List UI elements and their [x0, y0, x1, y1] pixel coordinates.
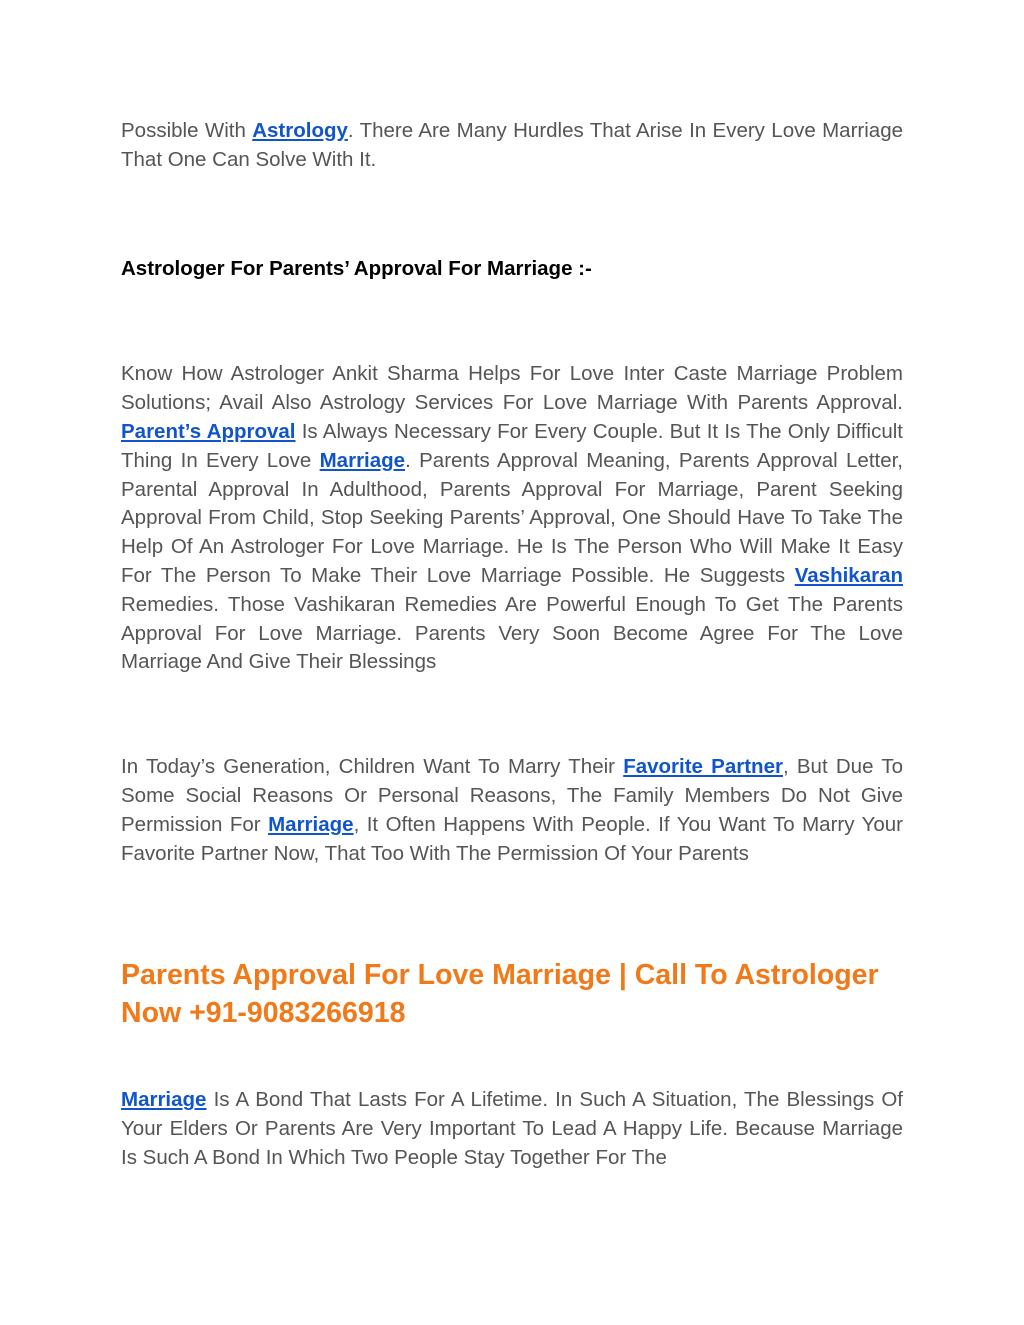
main-heading: Parents Approval For Love Marriage | Call To Astrologer Now +91-9083266918 — [121, 959, 879, 1030]
para3-text-1: Is A Bond That Lasts For A Lifetime. In Such A Situation, The Blessings Of Your Elders Or Parents Are Very Important To Lead A Happy Life. Because Marriage Is Such A Bond In Which Two People Stay Together For The — [121, 1088, 903, 1169]
vashikaran-link[interactable]: Vashikaran — [794, 563, 903, 587]
favorite-partner-link[interactable]: Favorite Partner — [623, 755, 783, 779]
intro-paragraph — [121, 117, 903, 175]
para2-text-1: In Today’s Generation, Children Want To Marry Their — [121, 755, 624, 779]
marriage-link[interactable]: Marriage — [319, 448, 406, 472]
generation-paragraph — [121, 753, 903, 868]
para2-text-2: , But Due To Some Social Reasons Or Personal Reasons, The Family Members Do Not Give Permission For — [121, 755, 903, 836]
bond-paragraph — [121, 1086, 903, 1172]
para1-text-3: . Parents Approval Meaning, Parents Approval Letter, Parental Approval In Adulthood, Parents Approval For Marriage, Parent Seeking Approval From Child, Stop Seeking Parents’ Approval, One Should Have To Take The Help Of An Astrologer For Love Marriage. He Is The Person Who Will Make It Easy For The Person To Make Their Love Marriage Possible. He Suggests — [121, 448, 903, 587]
intro-text-1: Possible With — [121, 119, 253, 142]
para1-text-4: Remedies. Those Vashikaran Remedies Are Powerful Enough To Get The Parents Approval For Love Marriage. Parents Very Soon Become Agree For The Love Marriage And Give Their Blessings — [121, 592, 903, 674]
para2-text-3: , It Often Happens With People. If You Want To Marry Your Favorite Partner Now, That Too With The Permission Of Your Parents — [121, 812, 903, 865]
section-subheading: Astrologer For Parents’ Approval For Marriage :- — [121, 256, 592, 280]
parents-approval-paragraph — [121, 360, 903, 677]
para1-text-1: Know How Astrologer Ankit Sharma Helps For Love Inter Caste Marriage Problem Solutions; Avail Also Astrology Services For Love Marriage With Parents Approval. — [121, 362, 903, 415]
astrology-link[interactable]: Astrology — [252, 119, 348, 142]
para1-text-2: Is Always Necessary For Every Couple. But It Is The Only Difficult Thing In Every Love — [121, 419, 903, 472]
marriage-link[interactable]: Marriage — [121, 1088, 207, 1112]
document-page — [121, 117, 903, 1173]
intro-text-2: . There Are Many Hurdles That Arise In Every Love Marriage That One Can Solve With It. — [121, 119, 903, 171]
parents-approval-link[interactable]: Parent’s Approval — [121, 419, 296, 443]
marriage-link[interactable]: Marriage — [268, 812, 354, 836]
